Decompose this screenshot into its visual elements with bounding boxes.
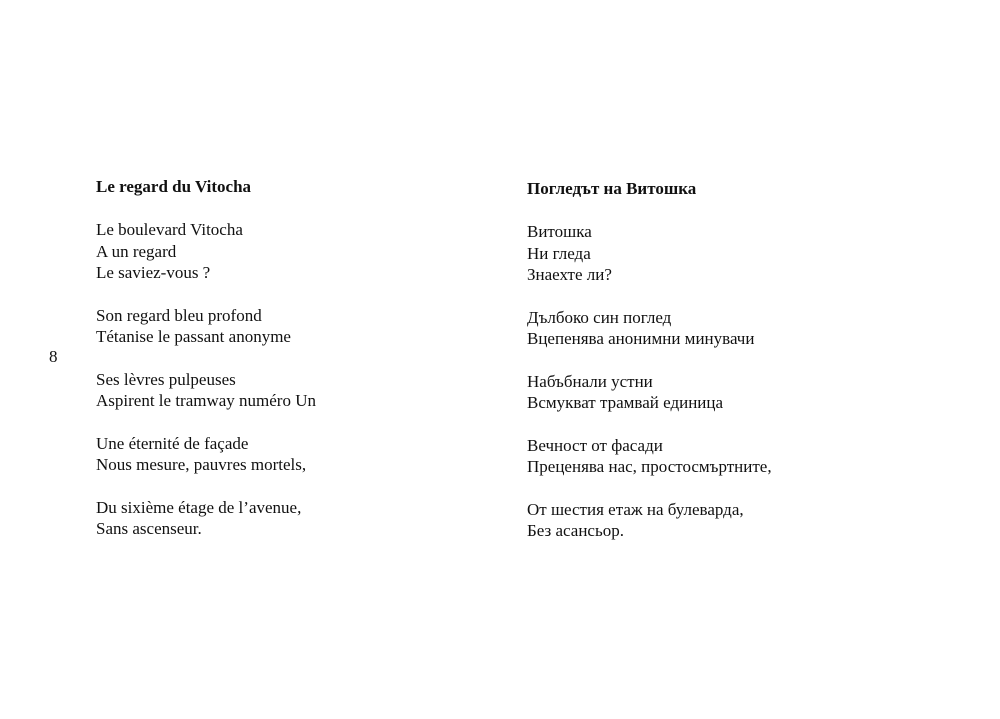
french-line: Du sixième étage de l’avenue,	[96, 497, 302, 517]
french-line: A un regard	[96, 241, 177, 261]
french-line: Nous mesure, pauvres mortels,	[96, 455, 307, 474]
french-line: Son regard bleu profond	[96, 305, 262, 325]
french-line: Tétanise le passant anonyme	[96, 327, 291, 346]
bulgarian-stanza-5	[527, 499, 947, 542]
french-stanza-2	[96, 305, 516, 348]
page-number: 8	[49, 347, 58, 366]
french-line: Le boulevard Vitocha	[96, 220, 243, 239]
bulgarian-line: Вечност от фасади	[527, 435, 663, 455]
french-poem-title: Le regard du Vitocha	[96, 177, 252, 196]
bulgarian-line: Без асансьор.	[527, 521, 624, 540]
french-line: Ses lèvres pulpeuses	[96, 369, 236, 389]
bulgarian-line: Ни гледа	[527, 243, 591, 263]
bulgarian-line: Витошка	[527, 222, 592, 241]
bulgarian-line: Знаехте ли?	[527, 265, 612, 284]
french-poem	[96, 176, 516, 561]
bulgarian-stanza-1	[527, 221, 947, 286]
bulgarian-line: Набъбнали устни	[527, 371, 653, 391]
french-line: Aspirent le tramway numéro Un	[96, 391, 316, 410]
french-stanza-4	[96, 433, 516, 476]
french-line: Sans ascenseur.	[96, 519, 202, 538]
bulgarian-stanza-4	[527, 435, 947, 478]
bulgarian-stanza-3	[527, 371, 947, 414]
french-line: Une éternité de façade	[96, 433, 249, 453]
bulgarian-poem	[527, 178, 947, 563]
french-line: Le saviez-vous ?	[96, 263, 211, 282]
bulgarian-line: Дълбоко син поглед	[527, 307, 672, 327]
bulgarian-line: Вцепенява анонимни минувачи	[527, 329, 755, 348]
french-stanza-3	[96, 369, 516, 412]
bulgarian-line: От шестия етаж на булеварда,	[527, 499, 744, 519]
bulgarian-line: Преценява нас, простосмъртните,	[527, 457, 772, 476]
bulgarian-stanza-2	[527, 307, 947, 350]
bulgarian-line: Всмукват трамвай единица	[527, 393, 724, 412]
french-stanza-5	[96, 497, 516, 540]
french-stanza-1	[96, 219, 516, 284]
bulgarian-poem-title: Погледът на Витошка	[527, 179, 697, 198]
